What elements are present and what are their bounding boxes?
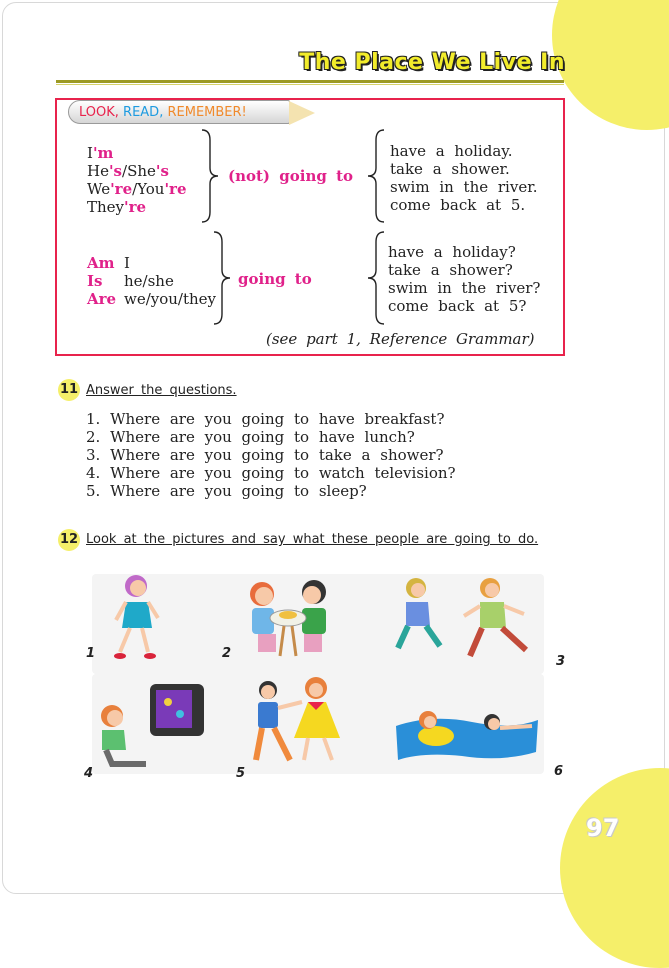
completion-line: have a holiday? <box>388 243 516 261</box>
completion-line: swim in the river? <box>388 279 541 297</box>
girl-walking-picture <box>108 572 168 664</box>
question-verb-phrase: going to <box>238 270 312 288</box>
completion-line: take a shower? <box>388 261 513 279</box>
completion-line: take a shower. <box>390 160 510 178</box>
grammar-box <box>55 98 565 356</box>
girl-watching-tv-picture <box>92 680 212 770</box>
page-title: The Place We Live In <box>299 50 565 75</box>
label-remember: REMEMBER! <box>167 105 247 120</box>
exercise-11-number: 11 <box>58 379 80 401</box>
question-item: 4. Where are you going to watch television? <box>86 464 456 482</box>
label-look: LOOK, <box>79 105 119 120</box>
title-underline <box>56 80 564 83</box>
aux-row: Am I <box>87 254 130 272</box>
subject-row: I'm <box>87 144 114 162</box>
question-auxiliaries <box>87 254 216 308</box>
statement-subjects <box>87 144 187 216</box>
question-item: 2. Where are you going to have lunch? <box>86 428 415 446</box>
children-swimming-picture <box>392 706 542 766</box>
exercise-11-questions <box>86 410 456 500</box>
grammar-reference: (see part 1, Reference Grammar) <box>266 330 535 348</box>
right-brace-icon <box>212 230 232 326</box>
aux-row: Is he/she <box>87 272 174 290</box>
title-underline-thin <box>56 84 564 85</box>
subject-row: They're <box>87 198 147 216</box>
picture-number: 3 <box>556 654 566 669</box>
question-item: 5. Where are you going to sleep? <box>86 482 367 500</box>
question-completions <box>388 243 540 315</box>
completion-line: come back at 5. <box>390 196 526 214</box>
picture-number: 6 <box>554 764 564 779</box>
completion-line: come back at 5? <box>388 297 527 315</box>
left-brace-icon <box>366 128 386 224</box>
aux-row: Are we/you/they <box>87 290 217 308</box>
exercise-12-number: 12 <box>58 529 80 551</box>
page-number: 97 <box>586 814 620 842</box>
exercise-12-instruction: Look at the pictures and say what these people are going to do. <box>86 532 539 547</box>
boys-running-picture <box>394 576 544 666</box>
subject-row: He's/She's <box>87 162 169 180</box>
question-item: 3. Where are you going to take a shower? <box>86 446 444 464</box>
pencil-tip-icon <box>289 101 315 125</box>
statement-completions <box>390 142 538 214</box>
exercise-11-instruction: Answer the questions. <box>86 383 237 398</box>
picture-number: 5 <box>236 766 246 781</box>
picture-number: 2 <box>222 646 232 661</box>
statement-verb-phrase: (not) going to <box>228 167 353 185</box>
subject-row: We're/You're <box>87 180 187 198</box>
label-read: READ, <box>123 105 164 120</box>
look-read-remember-label <box>68 100 320 126</box>
picture-number: 4 <box>84 766 94 781</box>
left-brace-icon <box>366 230 386 326</box>
completion-line: have a holiday. <box>390 142 513 160</box>
right-brace-icon <box>200 128 220 224</box>
question-item: 1. Where are you going to have breakfast? <box>86 410 445 428</box>
picture-number: 1 <box>86 646 96 661</box>
completion-line: swim in the river. <box>390 178 538 196</box>
children-dancing-picture <box>246 676 356 768</box>
children-eating-picture <box>244 574 338 664</box>
